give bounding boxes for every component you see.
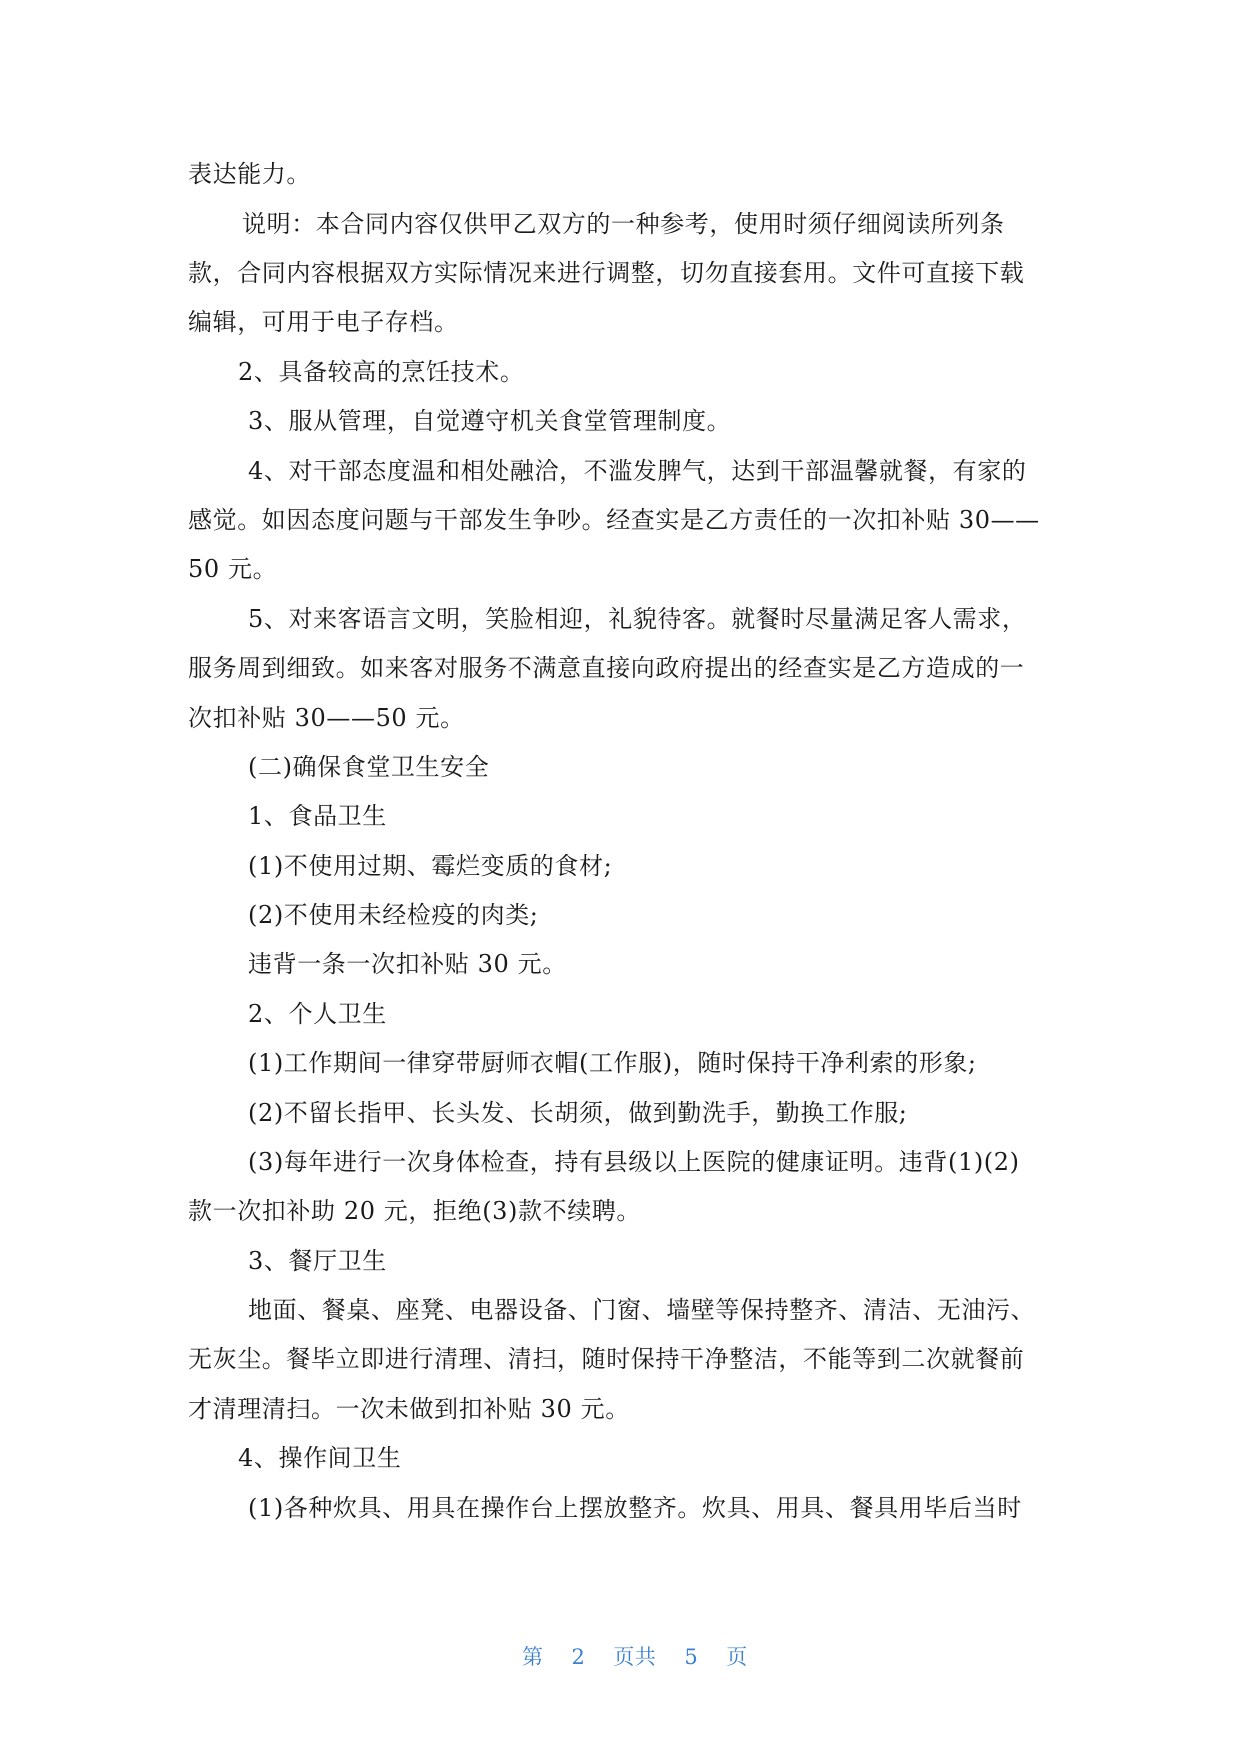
text-line: (3)每年进行一次身体检查，持有县级以上医院的健康证明。违背(1)(2) <box>248 1148 1020 1176</box>
text-line: 违背一条一次扣补贴 30 元。 <box>248 950 567 978</box>
text-line: 1、食品卫生 <box>248 802 387 830</box>
text-line: 服务周到细致。如来客对服务不满意直接向政府提出的经查实是乙方造成的一 <box>188 654 1025 682</box>
text-line: 地面、餐桌、座凳、电器设备、门窗、墙壁等保持整齐、清洁、无油污、 <box>248 1296 1036 1324</box>
text-line: 4、对干部态度温和相处融洽，不滥发脾气，达到干部温馨就餐，有家的 <box>248 457 1027 485</box>
text-line: 50 元。 <box>188 555 278 583</box>
page-footer <box>0 1612 1241 1702</box>
text-line: 说明：本合同内容仅供甲乙双方的一种参考，使用时须仔细阅读所列条 <box>242 210 1005 238</box>
text-line: 编辑，可用于电子存档。 <box>188 308 459 336</box>
text-line: (1)工作期间一律穿带厨师衣帽(工作服)，随时保持干净利索的形象; <box>248 1049 977 1077</box>
footer-prefix: 第 <box>521 1645 544 1669</box>
text-line: 无灰尘。餐毕立即进行清理、清扫，随时保持干净整洁，不能等到二次就餐前 <box>188 1345 1025 1373</box>
text-line: 3、餐厅卫生 <box>248 1247 387 1275</box>
text-line: 2、具备较高的烹饪技术。 <box>238 358 525 386</box>
text-line: 感觉。如因态度问题与干部发生争吵。经查实是乙方责任的一次扣补贴 30—— <box>188 506 1040 534</box>
text-line: 款，合同内容根据双方实际情况来进行调整，切勿直接套用。文件可直接下载 <box>188 259 1025 287</box>
text-line: (2)不留长指甲、长头发、长胡须，做到勤洗手，勤换工作服; <box>248 1099 908 1127</box>
text-line: 款一次扣补助 20 元，拒绝(3)款不续聘。 <box>188 1197 641 1225</box>
text-line: 次扣补贴 30——50 元。 <box>188 704 465 732</box>
text-line: 4、操作间卫生 <box>238 1444 402 1472</box>
text-line: (1)不使用过期、霉烂变质的食材; <box>248 852 613 880</box>
text-line: 才清理清扫。一次未做到扣补贴 30 元。 <box>188 1395 630 1423</box>
text-line: 5、对来客语言文明，笑脸相迎，礼貌待客。就餐时尽量满足客人需求， <box>248 605 1027 633</box>
footer-page-number: 2 <box>571 1645 586 1669</box>
footer-total-pages: 5 <box>684 1645 699 1669</box>
footer-suffix: 页 <box>726 1645 748 1669</box>
text-line: 2、个人卫生 <box>248 1000 387 1028</box>
footer-middle: 页共 <box>613 1645 657 1669</box>
text-line: 表达能力。 <box>188 160 311 188</box>
section-heading: (二)确保食堂卫生安全 <box>248 753 490 781</box>
text-line: (1)各种炊具、用具在操作台上摆放整齐。炊具、用具、餐具用毕后当时 <box>248 1494 1022 1522</box>
text-line: (2)不使用未经检疫的肉类; <box>248 901 539 929</box>
text-line: 3、服从管理，自觉遵守机关食堂管理制度。 <box>248 407 732 435</box>
